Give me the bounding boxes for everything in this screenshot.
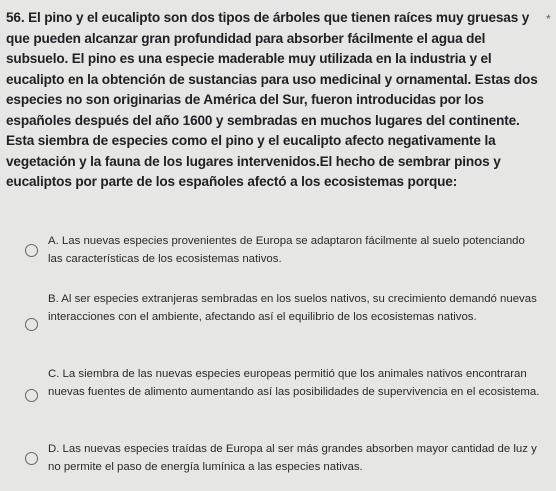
option-d-label: D. Las nuevas especies traídas de Europa al ser más grandes absorben mayor cantidad de luz y no permite el paso de energía lumínica a las especies nativas. (48, 443, 537, 474)
option-d-radio[interactable] (25, 452, 38, 465)
option-a-radio[interactable] (25, 244, 38, 257)
option-a-label: A. Las nuevas especies provenientes de Europa se adaptaron fácilmente al suelo potenciando las características de los ecosistemas nativos. (48, 235, 525, 266)
question-text: 56. El pino y el eucalipto son dos tipos de árboles que tienen raíces muy gruesas y que pueden alcanzar gran profundidad para absorber fácilmente el agua del subsuelo. El pino es una especie maderable muy utilizada en la industria y el eucalipto en la obtención de sustancias para uso medicinal y ornamental. Estas dos especies no son originarias de América del Sur, fueron introducidas por los españoles después del año 1600 y sembradas en muchos lugares del continente. Esta siembra de especies como el pino y el eucalipto afecto negativamente la vegetación y la fauna de los lugares intervenidos.El hecho de sembrar pinos y eucaliptos por parte de los españoles afectó a los ecosistemas porque: (6, 10, 538, 189)
option-c-radio[interactable] (25, 389, 38, 402)
option-a[interactable] (18, 232, 538, 272)
option-b-label: B. Al ser especies extranjeras sembradas en los suelos nativos, su crecimiento demandó nuevas interacciones con el ambiente, afectando así el equilibrio de los ecosistemas nativos. (48, 293, 537, 324)
option-b[interactable] (18, 290, 538, 348)
option-d[interactable] (18, 440, 538, 480)
required-asterisk: * (546, 12, 551, 26)
option-c-label: C. La siembra de las nuevas especies europeas permitió que los animales nativos encontraran nuevas fuentes de alimento aumentando así las posibilidades de supervivencia en el ecosistema. (48, 368, 540, 399)
option-b-radio[interactable] (25, 318, 38, 331)
option-c[interactable] (18, 365, 538, 423)
